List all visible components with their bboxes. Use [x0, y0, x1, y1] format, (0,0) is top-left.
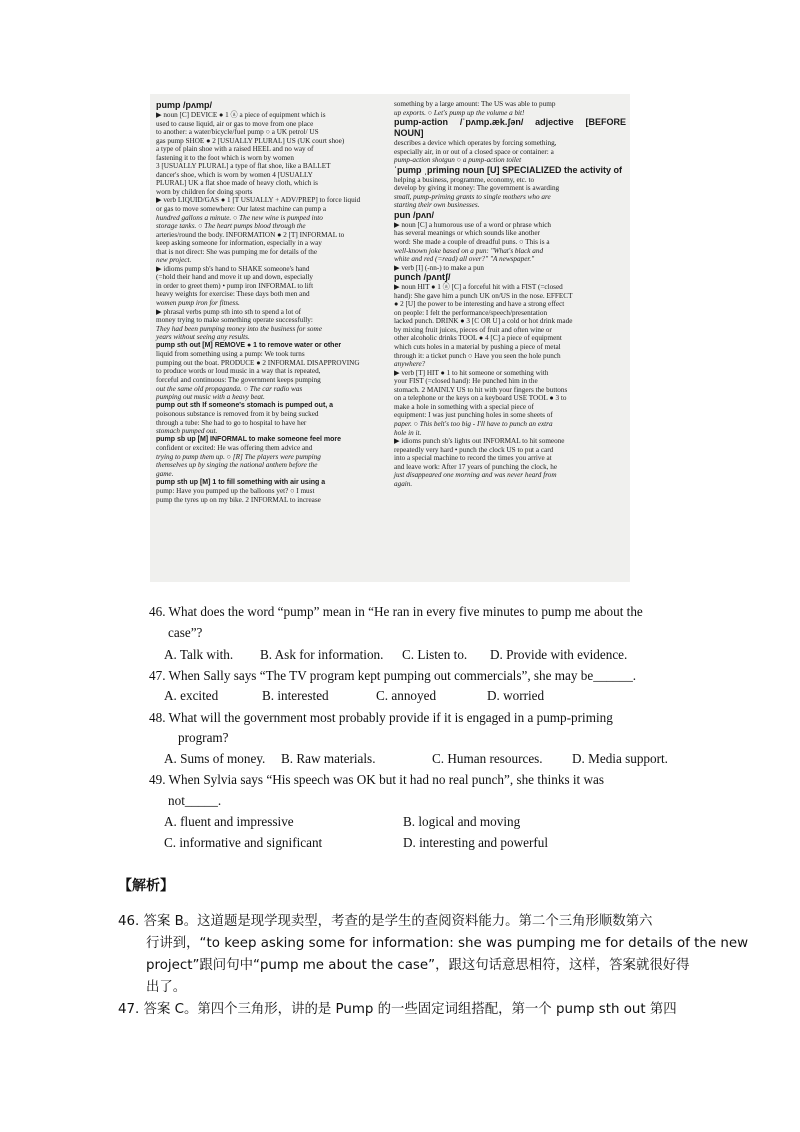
- dictionary-line: paper. ○ This belt's too big - I'll have to punch an extra: [394, 419, 553, 428]
- dictionary-line: pun /pʌn/: [394, 209, 434, 220]
- dictionary-line: ● 2 [U] the power to be interesting and have a strong effect: [394, 300, 565, 309]
- q46-option-b: B. Ask for information.: [260, 647, 384, 662]
- q48-option-a: A. Sums of money.: [164, 751, 266, 766]
- dictionary-line: ▶ noun [C] DEVICE ● 1 ⓐ a piece of equipment which is: [156, 111, 326, 119]
- dictionary-line: through it: a ticket punch ○ Have you seen the hole punch: [394, 351, 561, 360]
- dictionary-line: used to cause liquid, air or gas to move from one place: [156, 119, 314, 128]
- dictionary-line: make a hole in something with a special piece of: [394, 402, 534, 411]
- q49-option-c: C. informative and significant: [164, 835, 323, 850]
- dictionary-line: ▶ noun [C] a humorous use of a word or phrase which: [394, 220, 552, 229]
- dictionary-line: or gas to move somewhere: Our latest machine can pump a: [156, 205, 327, 214]
- dictionary-line: new project.: [156, 256, 192, 265]
- dictionary-line: liquid from something using a pump: We took turns: [156, 350, 305, 359]
- q48-option-c: C. Human resources.: [432, 751, 543, 766]
- dictionary-line: ▶ verb [I] (-nn-) to make a pun: [394, 263, 484, 272]
- dictionary-line: women pump iron for fitness.: [156, 299, 240, 308]
- question-49-text-cont: not_____.: [168, 793, 222, 808]
- dictionary-line: 3 [USUALLY PLURAL] a type of flat shoe, like a BALLET: [156, 162, 331, 171]
- dictionary-line: heavy weights for exercise: These days both men and: [156, 290, 310, 299]
- dictionary-line: in order to greet them) • pump iron INFORMAL to lift: [156, 281, 314, 290]
- dictionary-column-left: [156, 100, 388, 504]
- dictionary-line: develop by giving it money: The government is awarding: [394, 184, 560, 193]
- dictionary-line: poisonous substance is removed from it by being sucked: [156, 410, 319, 419]
- dictionary-line: again.: [394, 479, 413, 488]
- q49-option-d: D. interesting and powerful: [403, 835, 549, 850]
- dictionary-line: money trying to make something operate successfully:: [156, 316, 313, 325]
- dictionary-line: ˈpump ˌpriming noun [U] SPECIALIZED the activity of: [394, 164, 622, 175]
- q46-option-d: D. Provide with evidence.: [490, 647, 628, 662]
- dictionary-line: stomach pumped out.: [156, 427, 218, 436]
- dictionary-line: ▶ verb LIQUID/GAS ● 1 [T USUALLY + ADV/PREP] to force liquid: [156, 196, 361, 205]
- dictionary-line: something by a large amount: The US was able to pump: [394, 100, 556, 108]
- question-46-text-cont: case”?: [168, 625, 203, 640]
- dictionary-line: hole in it.: [394, 428, 422, 437]
- dictionary-line: especially air, in or out of a closed space or container: a: [394, 147, 554, 156]
- dictionary-line: repeatedly very hard • punch the clock US to put a card: [394, 445, 554, 454]
- q47-option-d: D. worried: [487, 688, 545, 703]
- dictionary-line: describes a device which operates by forcing something,: [394, 139, 557, 148]
- dictionary-line: arteries/round the body. INFORMATION ● 2 [T] INFORMAL to: [156, 230, 345, 239]
- dictionary-line: a type of plain shoe with a raised HEEL and no way of: [156, 145, 314, 154]
- dictionary-line: hundred gallons a minute. ○ The new wine is pumped into: [156, 213, 323, 222]
- q49-option-b: B. logical and moving: [403, 814, 521, 829]
- dictionary-line: punch /pʌntʃ/: [394, 272, 451, 283]
- dictionary-line: well-known joke based on a pun: "What's black and: [394, 246, 544, 255]
- dictionary-line: pump sth up [M] 1 to fill something with air using a: [156, 478, 326, 486]
- dictionary-line: has several meanings or which sounds like another: [394, 229, 540, 238]
- dictionary-line: by mixing fruit juices, pieces of fruit and often wine or: [394, 325, 552, 334]
- answer-46-line-1: 46. 答案 B。这道题是现学现卖型，考查的是学生的查阅资料能力。第二个三角形顺数第六: [118, 914, 653, 929]
- dictionary-line: up exports. ○ Let's pump up the volume a bit!: [394, 108, 525, 117]
- q47-option-a: A. excited: [164, 688, 219, 703]
- dictionary-line: through a tube: She had to go to hospital to have her: [156, 418, 307, 427]
- dictionary-line: starting their own businesses.: [394, 201, 480, 210]
- q49-option-a: A. fluent and impressive: [164, 814, 294, 829]
- dictionary-line: on a telephone or the keys on a keyboard USE TOOL ● 3 to: [394, 394, 567, 403]
- dictionary-line: on people: I felt the performance/speech/presentation: [394, 308, 548, 317]
- dictionary-line: lacked punch. DRINK ● 3 [C OR U] a cold or hot drink made: [394, 317, 573, 326]
- dictionary-line: pump the tyres up on my bike. 2 INFORMAL to increase: [156, 495, 321, 504]
- q47-option-b: B. interested: [262, 688, 329, 703]
- dictionary-line: years without seeing any results.: [156, 333, 250, 342]
- dictionary-line: just disappeared one morning and was never heard from: [394, 471, 557, 480]
- analysis-title: 【解析】: [118, 878, 174, 894]
- dictionary-line: out the same old propaganda. ○ The car radio was: [156, 384, 303, 393]
- dictionary-line: fastening it to the foot which is worn by women: [156, 153, 294, 162]
- dictionary-line: They had been pumping money into the business for some: [156, 324, 322, 333]
- dictionary-line: (=hold their hand and move it up and down, especially: [156, 273, 313, 282]
- dictionary-line: pump /pʌmp/: [156, 100, 212, 110]
- dictionary-line: pumping out music with a heavy beat.: [156, 393, 265, 402]
- dictionary-line: equipment: I was just punching holes in some sheets of: [394, 411, 553, 420]
- answer-46-line-4: 出了。: [146, 980, 187, 995]
- dictionary-line: which cuts holes in a material by pushing a piece of metal: [394, 343, 561, 352]
- dictionary-line: pump-action /ˈpʌmp.æk.ʃən/ adjective [BEFORE NOUN]: [394, 117, 626, 139]
- dictionary-scan: [150, 94, 630, 582]
- dictionary-line: anywhere?: [394, 360, 426, 369]
- dictionary-line: pump sth out [M] REMOVE ● 1 to remove water or other: [156, 341, 342, 349]
- question-47-text: 47. When Sally says “The TV program kept pumping out commercials”, she may be______.: [149, 668, 637, 683]
- dictionary-line: keep asking someone for information, especially in a way: [156, 239, 322, 248]
- dictionary-line: PLURAL] UK a flat shoe made of heavy cloth, which is: [156, 179, 318, 188]
- dictionary-line: pump: Have you pumped up the balloons yet? ○ I must: [156, 487, 315, 496]
- dictionary-line: confident or excited: He was offering them advice and: [156, 444, 313, 453]
- dictionary-line: pump sb up [M] INFORMAL to make someone feel more: [156, 435, 342, 443]
- dictionary-line: dancer's shoe, which is worn by women 4 [USUALLY: [156, 170, 313, 179]
- dictionary-line: trying to pump them up. ○ [R] The players were pumping: [156, 452, 321, 461]
- q46-option-a: A. Talk with.: [164, 647, 234, 662]
- dictionary-line: your FIST (=closed hand): He punched him in the: [394, 377, 538, 386]
- dictionary-line: pump-action shotgun ○ a pump-action toilet: [394, 156, 522, 165]
- dictionary-line: game.: [156, 469, 174, 478]
- dictionary-line: other alcoholic drinks TOOL ● 4 [C] a piece of equipment: [394, 334, 562, 343]
- dictionary-line: helping a business, programme, economy, etc. to: [394, 175, 535, 184]
- dictionary-line: pump out sth If someone's stomach is pumped out, a: [156, 401, 334, 409]
- dictionary-line: gas pump SHOE ● 2 [USUALLY PLURAL] US (UK court shoe): [156, 136, 345, 145]
- dictionary-line: ▶ verb [T] HIT ● 1 to hit someone or something with: [394, 368, 549, 377]
- dictionary-line: ▶ idioms pump sb's hand to SHAKE someone's hand: [156, 264, 310, 273]
- dictionary-line: and leave work: After 17 years of punching the clock, he: [394, 462, 558, 471]
- dictionary-line: small, pump-priming grants to single mothers who are: [394, 192, 551, 201]
- question-48-text: 48. What will the government most probably provide if it is engaged in a pump-priming: [149, 710, 613, 725]
- dictionary-line: white and red (=read) all over?" "A newspaper.": [394, 255, 535, 264]
- dictionary-line: word: She made a couple of dreadful puns. ○ This is a: [394, 238, 550, 247]
- dictionary-line: to another: a water/bicycle/fuel pump ○ a UK petrol/ US: [156, 128, 319, 137]
- dictionary-line: ▶ phrasal verbs pump sth into sth to spend a lot of: [156, 307, 302, 316]
- dictionary-line: ▶ noun HIT ● 1 ⓐ [C] a forceful hit with a FIST (=closed: [394, 283, 563, 292]
- q47-option-c: C. annoyed: [376, 688, 437, 703]
- question-49-text: 49. When Sylvia says “His speech was OK but it had no real punch”, she thinks it was: [149, 772, 605, 787]
- question-48-text-cont: program?: [178, 730, 229, 745]
- q46-option-c: C. Listen to.: [402, 647, 468, 662]
- dictionary-column-right: [394, 100, 626, 488]
- dictionary-line: forceful and continuous: The government keeps pumping: [156, 375, 321, 384]
- dictionary-line: pumping out the boat. PRODUCE ● 2 INFORMAL DISAPPROVING: [156, 358, 360, 367]
- dictionary-line: storage tanks. ○ The heart pumps blood through the: [156, 222, 306, 231]
- dictionary-line: ▶ idioms punch sb's lights out INFORMAL to hit someone: [394, 437, 565, 446]
- dictionary-line: themselves up by singing the national anthem before the: [156, 461, 318, 470]
- question-46-text: 46. What does the word “pump” mean in “He ran in every five minutes to pump me about the: [149, 604, 643, 619]
- q48-option-d: D. Media support.: [572, 751, 668, 766]
- answer-47-line-1: 47. 答案 C。第四个三角形，讲的是 Pump 的一些固定词组搭配，第一个 pump sth out 第四: [118, 1002, 677, 1017]
- dictionary-line: worn by children for doing sports: [156, 187, 253, 196]
- dictionary-line: that is not direct: She was pumping me for details of the: [156, 247, 318, 256]
- dictionary-line: stomach. 2 MAINLY US to hit with your fingers the buttons: [394, 385, 568, 394]
- dictionary-line: into a special machine to record the times you arrive at: [394, 454, 552, 463]
- dictionary-line: to produce words or loud music in a way that is repeated,: [156, 367, 321, 376]
- answer-46-line-2: 行讲到，“to keep asking some for information: she was pumping me for details of the new: [146, 936, 749, 951]
- dictionary-line: hand): She gave him a punch UK on/US in the nose. EFFECT: [394, 291, 573, 300]
- answer-46-line-3: project”跟问句中“pump me about the case”，跟这句话意思相符，这样，答案就很好得: [146, 958, 690, 973]
- q48-option-b: B. Raw materials.: [281, 751, 376, 766]
